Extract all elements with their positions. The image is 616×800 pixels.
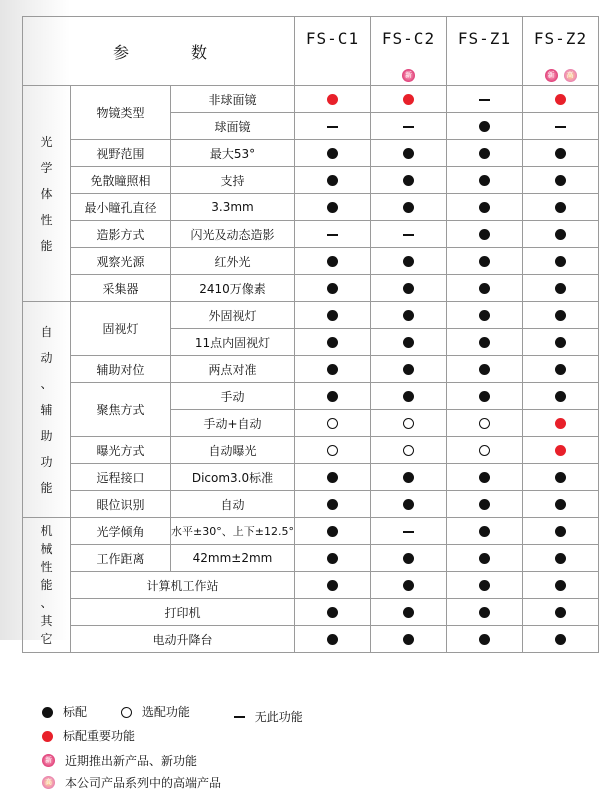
feature-cell xyxy=(523,302,599,329)
feature-cell xyxy=(523,437,599,464)
feature-cell xyxy=(523,113,599,140)
none-dash-icon xyxy=(479,99,490,101)
feature-cell xyxy=(295,464,371,491)
legend-standard: 标配 xyxy=(63,705,88,719)
spec-cell: 2410万像素 xyxy=(171,275,295,302)
standard-dot-icon xyxy=(403,607,414,618)
feature-cell xyxy=(295,356,371,383)
standard-dot-icon xyxy=(555,472,566,483)
param-cell: 物镜类型 xyxy=(71,86,171,140)
optional-circle-icon xyxy=(479,445,490,456)
standard-dot-icon xyxy=(403,391,414,402)
legend-row-1 xyxy=(42,704,333,725)
standard-dot-icon xyxy=(403,580,414,591)
param-cell: 聚焦方式 xyxy=(71,383,171,437)
standard-dot-icon xyxy=(479,229,490,240)
standard-dot-icon xyxy=(403,202,414,213)
table-row xyxy=(23,194,599,221)
standard-dot-icon xyxy=(327,580,338,591)
model-header-fs-z2 xyxy=(523,17,599,86)
standard-dot-icon xyxy=(42,707,53,718)
feature-cell xyxy=(371,383,447,410)
standard-dot-icon xyxy=(555,175,566,186)
standard-dot-icon xyxy=(555,148,566,159)
feature-cell xyxy=(447,86,523,113)
standard-dot-icon xyxy=(555,337,566,348)
feature-cell xyxy=(447,572,523,599)
feature-cell xyxy=(295,248,371,275)
feature-cell xyxy=(523,491,599,518)
new-badge-icon: 新 xyxy=(545,69,558,82)
table-row xyxy=(23,572,599,599)
legend-row-3 xyxy=(42,750,227,769)
standard-dot-icon xyxy=(403,148,414,159)
param-cell: 光学倾角 xyxy=(71,518,171,545)
new-badge-icon: 新 xyxy=(402,69,415,82)
model-header-fs-c1 xyxy=(295,17,371,86)
spec-cell: 3.3mm xyxy=(171,194,295,221)
standard-dot-icon xyxy=(479,607,490,618)
optional-circle-icon xyxy=(403,418,414,429)
model-name: FS-Z1 xyxy=(457,29,512,48)
feature-cell xyxy=(295,167,371,194)
feature-cell xyxy=(371,464,447,491)
table-row xyxy=(23,383,599,410)
feature-cell xyxy=(447,329,523,356)
optional-circle-icon xyxy=(403,445,414,456)
feature-cell xyxy=(447,140,523,167)
spec-cell: 外固视灯 xyxy=(171,302,295,329)
standard-dot-icon xyxy=(555,580,566,591)
feature-cell xyxy=(447,437,523,464)
standard-dot-icon xyxy=(327,364,338,375)
feature-cell xyxy=(295,572,371,599)
feature-cell xyxy=(523,464,599,491)
feature-cell xyxy=(371,167,447,194)
none-dash-icon xyxy=(403,531,414,533)
standard-dot-icon xyxy=(555,229,566,240)
header-row xyxy=(23,17,599,86)
optional-circle-icon xyxy=(327,418,338,429)
standard-dot-icon xyxy=(403,499,414,510)
feature-cell xyxy=(371,113,447,140)
spec-cell: 闪光及动态造影 xyxy=(171,221,295,248)
optional-circle-icon xyxy=(327,445,338,456)
feature-cell xyxy=(295,221,371,248)
feature-cell xyxy=(295,545,371,572)
spec-cell: 球面镜 xyxy=(171,113,295,140)
feature-cell xyxy=(371,572,447,599)
standard-dot-icon xyxy=(555,526,566,537)
feature-cell xyxy=(371,275,447,302)
feature-cell xyxy=(447,356,523,383)
table-row xyxy=(23,491,599,518)
standard-dot-icon xyxy=(327,607,338,618)
feature-cell xyxy=(295,275,371,302)
new-badge-icon: 新 xyxy=(42,754,55,767)
feature-cell xyxy=(523,599,599,626)
feature-cell xyxy=(523,86,599,113)
table-row xyxy=(23,626,599,653)
legend-optional: 选配功能 xyxy=(141,705,190,719)
feature-cell xyxy=(447,383,523,410)
standard-dot-icon xyxy=(479,526,490,537)
feature-cell xyxy=(371,437,447,464)
standard-dot-icon xyxy=(403,634,414,645)
important-dot-icon xyxy=(42,731,53,742)
standard-dot-icon xyxy=(403,175,414,186)
standard-dot-icon xyxy=(479,580,490,591)
feature-cell xyxy=(295,86,371,113)
optional-circle-icon xyxy=(121,707,132,718)
standard-dot-icon xyxy=(327,283,338,294)
spec-cell: 两点对准 xyxy=(171,356,295,383)
feature-cell xyxy=(447,248,523,275)
standard-dot-icon xyxy=(327,634,338,645)
spec-cell: 手动+自动 xyxy=(171,410,295,437)
feature-cell xyxy=(447,491,523,518)
important-dot-icon xyxy=(555,94,566,105)
feature-cell xyxy=(295,140,371,167)
standard-dot-icon xyxy=(327,391,338,402)
param-cell: 造影方式 xyxy=(71,221,171,248)
standard-dot-icon xyxy=(555,634,566,645)
table-row xyxy=(23,599,599,626)
important-dot-icon xyxy=(555,418,566,429)
param-cell: 免散瞳照相 xyxy=(71,167,171,194)
feature-cell xyxy=(295,518,371,545)
param-cell: 电动升降台 xyxy=(71,626,295,653)
standard-dot-icon xyxy=(327,472,338,483)
standard-dot-icon xyxy=(555,607,566,618)
standard-dot-icon xyxy=(479,391,490,402)
standard-dot-icon xyxy=(555,391,566,402)
feature-cell xyxy=(447,275,523,302)
standard-dot-icon xyxy=(479,148,490,159)
feature-cell xyxy=(523,410,599,437)
feature-cell xyxy=(447,167,523,194)
category-auto: 自 动 、 辅 助 功 能 xyxy=(23,302,71,518)
optional-circle-icon xyxy=(479,418,490,429)
spec-cell: 自动 xyxy=(171,491,295,518)
standard-dot-icon xyxy=(555,553,566,564)
feature-cell xyxy=(295,383,371,410)
param-cell: 观察光源 xyxy=(71,248,171,275)
standard-dot-icon xyxy=(555,310,566,321)
model-header-fs-c2 xyxy=(371,17,447,86)
feature-cell xyxy=(523,572,599,599)
feature-cell xyxy=(523,221,599,248)
standard-dot-icon xyxy=(555,364,566,375)
param-cell: 辅助对位 xyxy=(71,356,171,383)
feature-cell xyxy=(447,545,523,572)
standard-dot-icon xyxy=(479,256,490,267)
standard-dot-icon xyxy=(479,202,490,213)
feature-cell xyxy=(447,302,523,329)
param-cell: 视野范围 xyxy=(71,140,171,167)
feature-cell xyxy=(523,626,599,653)
spec-cell: 11点内固视灯 xyxy=(171,329,295,356)
feature-cell xyxy=(447,410,523,437)
param-cell: 计算机工作站 xyxy=(71,572,295,599)
model-header-fs-z1 xyxy=(447,17,523,86)
none-dash-icon xyxy=(403,234,414,236)
spec-cell: 支持 xyxy=(171,167,295,194)
standard-dot-icon xyxy=(555,283,566,294)
feature-cell xyxy=(295,626,371,653)
legend-high-end: 本公司产品系列中的高端产品 xyxy=(65,775,222,790)
category-mech: 机 械 性 能 、 其 它 xyxy=(23,518,71,653)
param-cell: 工作距离 xyxy=(71,545,171,572)
standard-dot-icon xyxy=(479,310,490,321)
feature-cell xyxy=(371,140,447,167)
spec-cell: Dicom3.0标准 xyxy=(171,464,295,491)
spec-cell: 红外光 xyxy=(171,248,295,275)
param-header-char-2: 数 xyxy=(191,42,210,62)
feature-cell xyxy=(371,545,447,572)
table-row xyxy=(23,356,599,383)
param-cell: 采集器 xyxy=(71,275,171,302)
feature-cell xyxy=(447,518,523,545)
table-row xyxy=(23,86,599,113)
table-row xyxy=(23,302,599,329)
standard-dot-icon xyxy=(479,499,490,510)
feature-cell xyxy=(371,356,447,383)
standard-dot-icon xyxy=(403,283,414,294)
feature-cell xyxy=(371,194,447,221)
param-cell: 最小瞳孔直径 xyxy=(71,194,171,221)
standard-dot-icon xyxy=(479,175,490,186)
param-header-char-1: 参 xyxy=(113,42,132,62)
table-row xyxy=(23,545,599,572)
standard-dot-icon xyxy=(403,256,414,267)
feature-cell xyxy=(371,599,447,626)
feature-cell xyxy=(295,437,371,464)
feature-cell xyxy=(295,410,371,437)
feature-cell xyxy=(523,275,599,302)
feature-cell xyxy=(523,356,599,383)
standard-dot-icon xyxy=(479,283,490,294)
feature-cell xyxy=(447,599,523,626)
feature-cell xyxy=(371,410,447,437)
feature-cell xyxy=(295,599,371,626)
feature-cell xyxy=(295,491,371,518)
standard-dot-icon xyxy=(327,148,338,159)
high-end-badge-icon: 高 xyxy=(42,776,55,789)
standard-dot-icon xyxy=(479,634,490,645)
none-dash-icon xyxy=(327,234,338,236)
feature-cell xyxy=(371,248,447,275)
important-dot-icon xyxy=(403,94,414,105)
standard-dot-icon xyxy=(479,364,490,375)
legend-important: 标配重要功能 xyxy=(63,729,136,743)
param-cell: 曝光方式 xyxy=(71,437,171,464)
param-cell: 远程接口 xyxy=(71,464,171,491)
none-dash-icon xyxy=(403,126,414,128)
feature-cell xyxy=(295,194,371,221)
standard-dot-icon xyxy=(403,553,414,564)
param-cell: 眼位识别 xyxy=(71,491,171,518)
standard-dot-icon xyxy=(327,526,338,537)
none-dash-icon xyxy=(234,716,245,718)
table-row xyxy=(23,248,599,275)
standard-dot-icon xyxy=(327,310,338,321)
table-row xyxy=(23,518,599,545)
spec-cell: 水平±30°、上下±12.5° xyxy=(171,518,295,545)
important-dot-icon xyxy=(555,445,566,456)
standard-dot-icon xyxy=(327,337,338,348)
feature-cell xyxy=(371,329,447,356)
feature-cell xyxy=(523,329,599,356)
feature-cell xyxy=(523,167,599,194)
standard-dot-icon xyxy=(327,553,338,564)
none-dash-icon xyxy=(555,126,566,128)
standard-dot-icon xyxy=(327,499,338,510)
spec-cell: 手动 xyxy=(171,383,295,410)
legend-row-4 xyxy=(42,772,251,791)
legend-new-product: 近期推出新产品、新功能 xyxy=(65,753,198,768)
feature-cell xyxy=(371,626,447,653)
feature-cell xyxy=(447,221,523,248)
spec-cell: 自动曝光 xyxy=(171,437,295,464)
category-optical: 光 学 体 性 能 xyxy=(23,86,71,302)
standard-dot-icon xyxy=(479,553,490,564)
standard-dot-icon xyxy=(403,364,414,375)
standard-dot-icon xyxy=(479,472,490,483)
feature-cell xyxy=(295,329,371,356)
feature-cell xyxy=(523,248,599,275)
standard-dot-icon xyxy=(555,499,566,510)
feature-cell xyxy=(523,518,599,545)
feature-cell xyxy=(523,383,599,410)
feature-cell xyxy=(447,626,523,653)
spec-cell: 非球面镜 xyxy=(171,86,295,113)
none-dash-icon xyxy=(327,126,338,128)
table-row xyxy=(23,167,599,194)
standard-dot-icon xyxy=(327,256,338,267)
feature-cell xyxy=(371,518,447,545)
feature-cell xyxy=(295,113,371,140)
feature-cell xyxy=(371,302,447,329)
table-row xyxy=(23,221,599,248)
feature-cell xyxy=(447,464,523,491)
table-row xyxy=(23,464,599,491)
model-name: FS-Z2 xyxy=(533,29,588,48)
feature-cell xyxy=(523,545,599,572)
feature-cell xyxy=(447,194,523,221)
model-name: FS-C2 xyxy=(381,29,436,48)
standard-dot-icon xyxy=(555,202,566,213)
spec-cell: 最大53° xyxy=(171,140,295,167)
feature-cell xyxy=(447,113,523,140)
feature-cell xyxy=(371,491,447,518)
feature-cell xyxy=(523,194,599,221)
table-row xyxy=(23,140,599,167)
feature-cell xyxy=(523,140,599,167)
standard-dot-icon xyxy=(479,337,490,348)
feature-cell xyxy=(371,221,447,248)
spec-cell: 42mm±2mm xyxy=(171,545,295,572)
feature-cell xyxy=(371,86,447,113)
legend-row-2 xyxy=(42,728,165,746)
standard-dot-icon xyxy=(403,310,414,321)
standard-dot-icon xyxy=(555,256,566,267)
standard-dot-icon xyxy=(327,175,338,186)
legend-none: 无此功能 xyxy=(254,709,303,724)
feature-cell xyxy=(295,302,371,329)
standard-dot-icon xyxy=(403,472,414,483)
standard-dot-icon xyxy=(479,121,490,132)
table-row xyxy=(23,275,599,302)
param-cell: 打印机 xyxy=(71,599,295,626)
standard-dot-icon xyxy=(403,337,414,348)
param-header xyxy=(23,17,295,86)
standard-dot-icon xyxy=(327,202,338,213)
important-dot-icon xyxy=(327,94,338,105)
param-cell: 固视灯 xyxy=(71,302,171,356)
spec-table xyxy=(22,16,599,653)
model-name: FS-C1 xyxy=(305,29,360,48)
table-row xyxy=(23,437,599,464)
high-end-badge-icon: 高 xyxy=(564,69,577,82)
